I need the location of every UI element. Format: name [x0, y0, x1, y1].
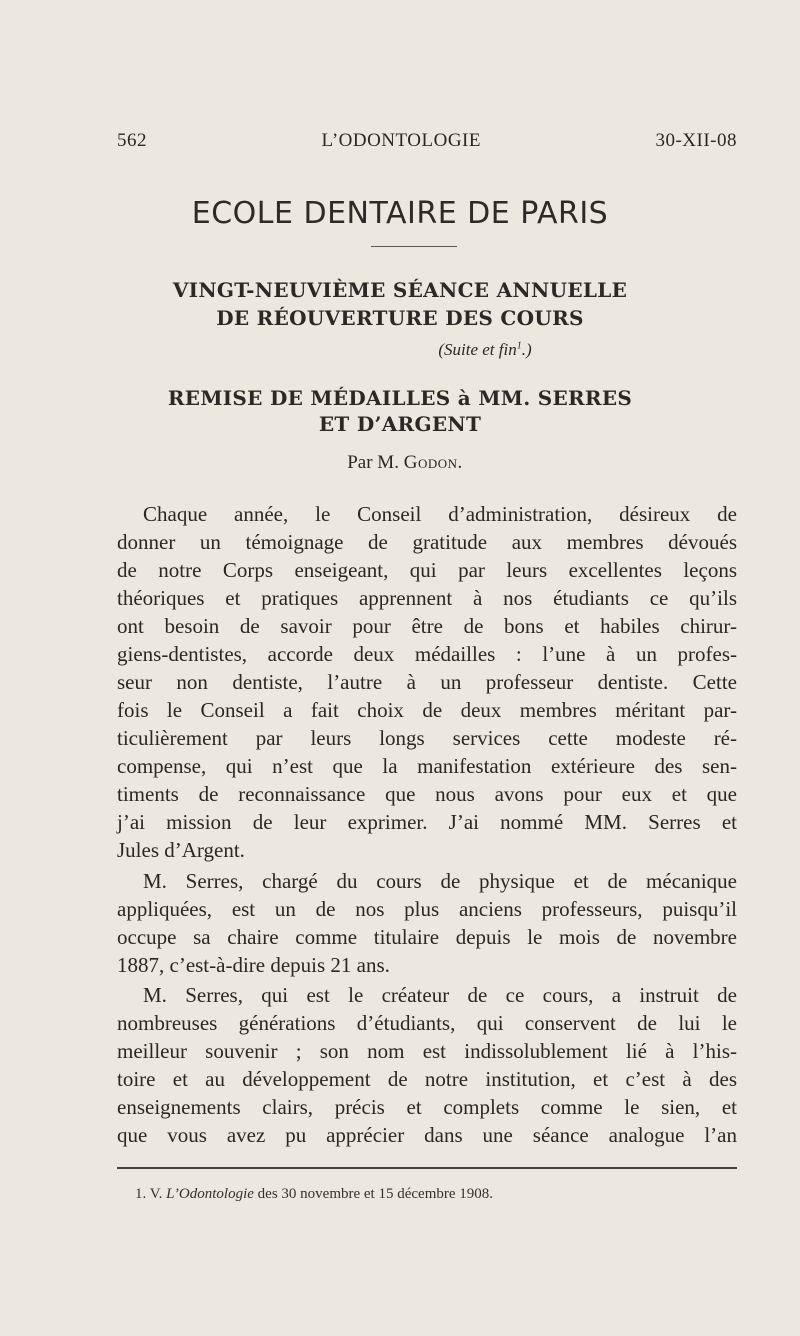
author-name: Godon.: [403, 452, 463, 473]
body-line: appliquées, est un de nos plus anciens professeurs, puisqu’il: [117, 897, 737, 921]
body-line: de notre Corps enseigeant, qui par leurs excellentes leçons: [117, 558, 737, 582]
footnote-divider: [117, 1167, 737, 1169]
page-title: ECOLE DENTAIRE DE PARIS: [191, 196, 609, 231]
footnote-number: 1. V.: [135, 1186, 163, 1202]
continuation-close: .): [521, 340, 532, 359]
title-divider: [371, 246, 457, 247]
continuation-footnote-ref: 1: [516, 340, 522, 352]
body-line: timents de reconnaissance que nous avons pour eux et que: [117, 782, 737, 806]
body-line: 1887, c’est-à-dire depuis 21 ans.: [117, 953, 390, 977]
footnote: [135, 1186, 493, 1203]
body-line: M. Serres, qui est le créateur de ce cours, a instruit de: [143, 983, 737, 1007]
body-line: ont besoin de savoir pour être de bons et habiles chirur-: [117, 614, 737, 638]
body-line: meilleur souvenir ; son nom est indissolublement lié à l’his-: [117, 1039, 737, 1063]
body-line: toire et au développement de notre institution, et c’est à des: [117, 1067, 737, 1091]
section-heading-line-1: REMISE DE MÉDAILLES à MM. SERRES: [167, 386, 633, 410]
body-line: seur non dentiste, l’autre à un professeur dentiste. Cette: [117, 670, 737, 694]
journal-name: L’ODONTOLOGIE: [321, 130, 481, 151]
body-line: fois le Conseil a fait choix de deux membres méritant par-: [117, 698, 737, 722]
body-line: Jules d’Argent.: [117, 838, 245, 862]
body-line: donner un témoignage de gratitude aux membres dévoués: [117, 530, 737, 554]
author-prefix: Par M.: [347, 452, 399, 473]
continuation-text: (Suite et fin: [438, 340, 517, 359]
body-line: que vous avez pu apprécier dans une séance analogue l’an: [117, 1123, 737, 1147]
section-heading-line-2: ET D’ARGENT: [318, 412, 482, 436]
body-line: Chaque année, le Conseil d’administration, désireux de: [143, 502, 737, 526]
subtitle-line-1: VINGT-NEUVIÈME SÉANCE ANNUELLE: [172, 278, 628, 302]
footnote-journal: L’Odontologie: [166, 1186, 254, 1202]
running-header: [117, 130, 737, 152]
issue-date: 30-XII-08: [655, 130, 737, 151]
continuation-note: [0, 340, 800, 360]
body-line: M. Serres, chargé du cours de physique et de mécanique: [143, 869, 737, 893]
body-line: ticulièrement par leurs longs services cette modeste ré-: [117, 726, 737, 750]
body-line: occupe sa chaire comme titulaire depuis le mois de novembre: [117, 925, 737, 949]
footnote-text: des 30 novembre et 15 décembre 1908.: [257, 1186, 494, 1202]
page-number: 562: [117, 130, 147, 151]
body-line: compense, qui n’est que la manifestation extérieure des sen-: [117, 754, 737, 778]
subtitle-line-2: DE RÉOUVERTURE DES COURS: [216, 306, 584, 330]
body-line: j’ai mission de leur exprimer. J’ai nommé MM. Serres et: [117, 810, 737, 834]
author-byline: [0, 452, 800, 474]
body-line: enseignements clairs, précis et complets comme le sien, et: [117, 1095, 737, 1119]
body-line: giens-dentistes, accorde deux médailles : l’une à un profes-: [117, 642, 737, 666]
body-line: nombreuses générations d’étudiants, qui conservent de lui le: [117, 1011, 737, 1035]
body-line: théoriques et pratiques apprennent à nos étudiants ce qu’ils: [117, 586, 737, 610]
